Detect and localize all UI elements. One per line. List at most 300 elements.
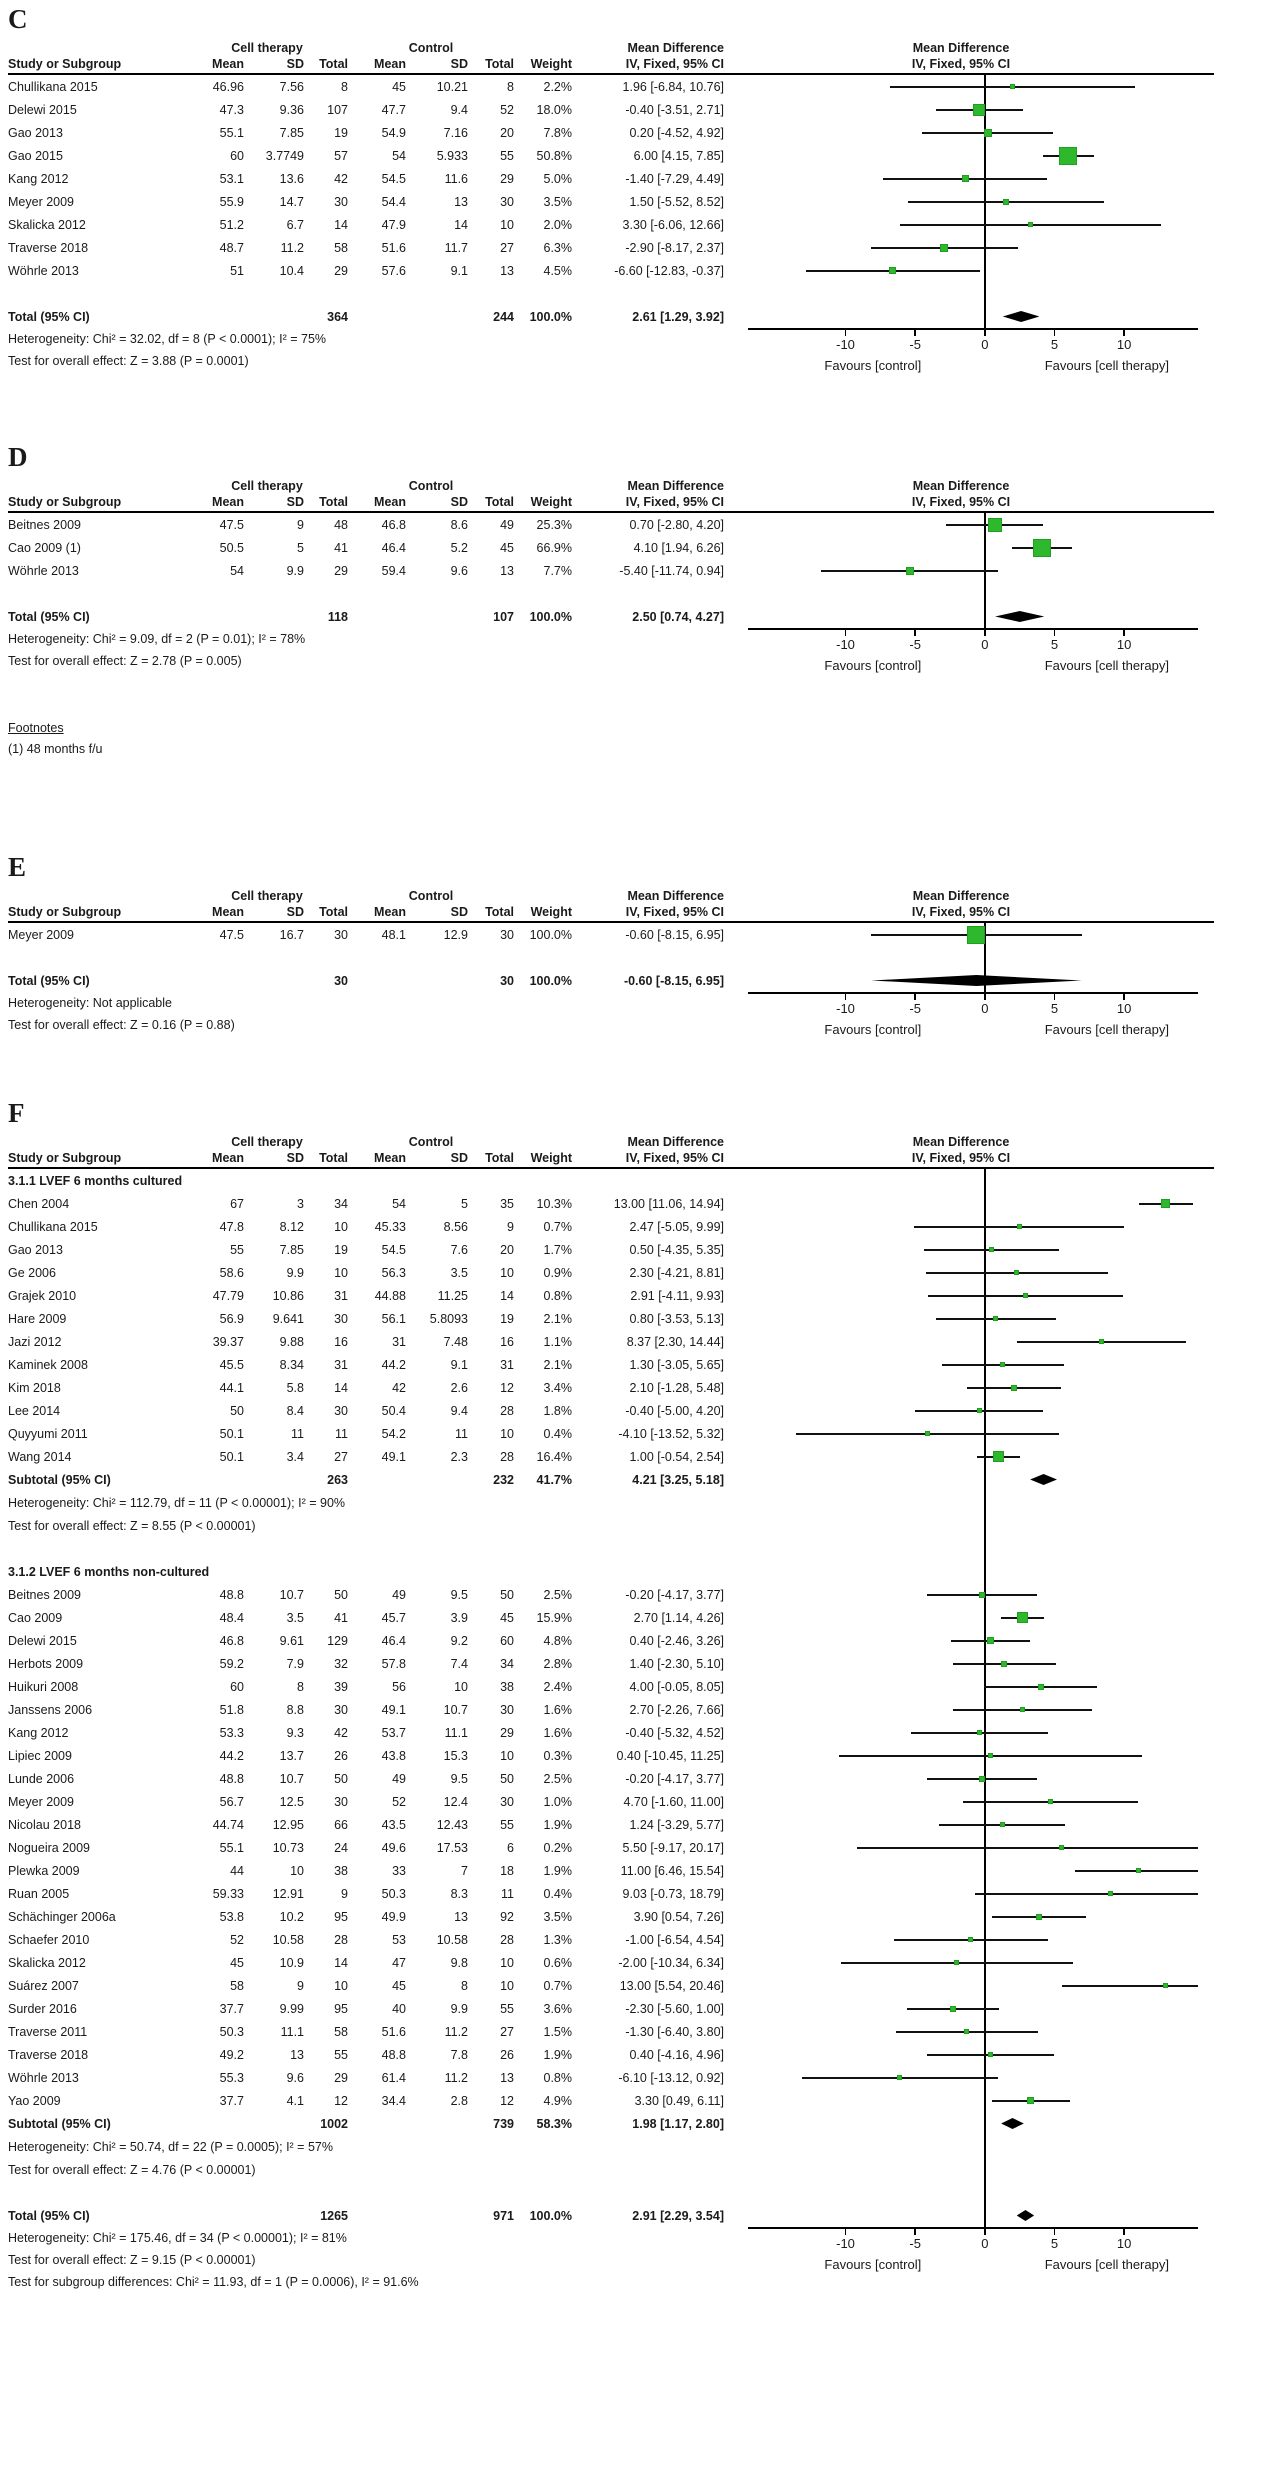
sd-2: 9.2: [450, 1633, 468, 1648]
total-1: 16: [334, 1334, 348, 1349]
mean-1: 52: [230, 1932, 244, 1947]
sd-2: 5.933: [436, 148, 468, 163]
study-name: Traverse 2018: [8, 2047, 89, 2062]
mean-2: 56.3: [381, 1265, 406, 1280]
study-row: [8, 2066, 1214, 2089]
ci-text: -0.40 [-5.00, 4.20]: [625, 1403, 724, 1418]
total-2: 45: [500, 540, 514, 555]
sd-2: 5: [461, 1196, 468, 1211]
study-name: Total (95% CI): [8, 609, 90, 624]
stat-note-line: Test for overall effect: Z = 2.78 (P = 0.005): [8, 654, 242, 668]
weight: 0.2%: [543, 1840, 572, 1855]
study-row: [8, 144, 1214, 167]
weight: 7.7%: [543, 563, 572, 578]
effect-marker: [1001, 1363, 1004, 1366]
study-name: Skalicka 2012: [8, 1955, 86, 1970]
mean-2: 49: [392, 1771, 406, 1786]
study-row: [8, 513, 1214, 536]
mean-1: 45.5: [219, 1357, 244, 1372]
weight: 3.5%: [543, 194, 572, 209]
spacer-row: [8, 282, 1214, 305]
total-2: 13: [500, 563, 514, 578]
study-name: Chen 2004: [8, 1196, 70, 1211]
axis-tick: [914, 628, 916, 636]
forest-plot-slice: [724, 946, 1198, 969]
study-name: Grajek 2010: [8, 1288, 77, 1303]
weight: 0.9%: [543, 1265, 572, 1280]
mean-1: 58.6: [219, 1265, 244, 1280]
effect-marker: [1029, 223, 1032, 226]
ci-whisker: [857, 1847, 1198, 1849]
sd-2: 11.25: [437, 1288, 468, 1303]
study-name: Wöhrle 2013: [8, 263, 79, 278]
forest-plot-slice: [724, 2135, 1198, 2158]
study-row: [8, 1629, 1214, 1652]
effect-marker: [994, 1452, 1003, 1461]
mean-2: 49: [392, 1587, 406, 1602]
column-header-row: [8, 904, 1214, 920]
group-header-row: [8, 40, 1214, 56]
ci-text: -1.00 [-6.54, 4.54]: [625, 1932, 724, 1947]
sd-2: 7.48: [443, 1334, 468, 1349]
weight: 41.7%: [536, 1472, 572, 1487]
ci-text: -6.10 [-13.12, 0.92]: [618, 2070, 724, 2085]
mean-1: 59.33: [212, 1886, 244, 1901]
study-name: Cao 2009: [8, 1610, 63, 1625]
sd-1: 7.85: [279, 125, 304, 140]
sd-1: 9.641: [272, 1311, 304, 1326]
total-1: 29: [334, 2070, 348, 2085]
mean-2: 34.4: [381, 2093, 406, 2108]
sd-2: 7.8: [450, 2047, 468, 2062]
study-name: Yao 2009: [8, 2093, 61, 2108]
weight: 6.3%: [543, 240, 572, 255]
total-1: 27: [334, 1449, 348, 1464]
forest-plot-slice: [724, 1422, 1198, 1445]
study-row: [8, 1215, 1214, 1238]
ci-text: 1.50 [-5.52, 8.52]: [629, 194, 724, 209]
panel-letter: D: [8, 442, 28, 472]
col-sd-2: SD: [450, 57, 468, 71]
ci-text: 0.40 [-2.46, 3.26]: [629, 1633, 724, 1648]
ci-text: 13.00 [11.06, 14.94]: [613, 1196, 724, 1211]
pooled-diamond: [995, 611, 1044, 622]
weight: 58.3%: [536, 2116, 572, 2131]
axis: [724, 992, 1198, 1056]
axis-tick: [984, 628, 986, 636]
sd-1: 9.9: [286, 563, 304, 578]
effect-marker: [1021, 1708, 1024, 1711]
study-name: Kang 2012: [8, 1725, 69, 1740]
ci-text: 2.30 [-4.21, 8.81]: [629, 1265, 724, 1280]
effect-marker: [1002, 1662, 1006, 1666]
mean-1: 55: [230, 1242, 244, 1257]
panel-C: [8, 4, 1214, 392]
total-2: 45: [500, 1610, 514, 1625]
col-study: Study or Subgroup: [8, 905, 122, 919]
effect-marker: [988, 1638, 993, 1643]
mean-2: 57.8: [381, 1656, 406, 1671]
stat-note-line: Test for subgroup differences: Chi² = 11.93, df = 1 (P = 0.0006), I² = 91.6%: [8, 2275, 419, 2289]
forest-plot-slice: [724, 121, 1198, 144]
total-2: 14: [500, 1288, 514, 1303]
effect-marker: [978, 1409, 981, 1412]
col-study: Study or Subgroup: [8, 495, 122, 509]
sd-1: 8.34: [279, 1357, 304, 1372]
forest-plot-slice: [724, 1767, 1198, 1790]
note-row: [8, 2158, 1214, 2181]
axis-tick-label: 0: [981, 1001, 989, 1016]
mean-2: 50.3: [381, 1886, 406, 1901]
sd-1: 11: [291, 1426, 304, 1441]
study-row: [8, 1284, 1214, 1307]
study-row: [8, 1721, 1214, 1744]
axis-tick: [845, 992, 847, 1000]
total-1: 95: [334, 1909, 348, 1924]
forest-plot-slice: [724, 259, 1198, 282]
ci-text: 4.00 [-0.05, 8.05]: [629, 1679, 724, 1694]
column-header-row: [8, 1150, 1214, 1166]
effect-marker: [941, 245, 947, 251]
forest-plot-slice: [724, 1284, 1198, 1307]
total-2: 20: [500, 1242, 514, 1257]
col-sd-1: SD: [286, 57, 304, 71]
mean-2: 44.88: [374, 1288, 406, 1303]
mean-2: 53: [392, 1932, 406, 1947]
total-2: 10: [500, 1955, 514, 1970]
effect-marker: [994, 1317, 997, 1320]
mean-2: 44.2: [381, 1357, 406, 1372]
col-weight: Weight: [530, 905, 572, 919]
forest-plot-slice: [724, 1192, 1198, 1215]
ci-text: -0.60 [-8.15, 6.95]: [625, 927, 724, 942]
sd-2: 10: [454, 1679, 468, 1694]
mean-1: 47.5: [219, 927, 244, 942]
subgroup-header-row: [8, 1560, 1214, 1583]
weight: 16.4%: [536, 1449, 572, 1464]
forest-plot-slice: [724, 1445, 1198, 1468]
study-name: Wöhrle 2013: [8, 563, 79, 578]
total-2: 244: [493, 309, 514, 324]
stat-note-line: Test for overall effect: Z = 0.16 (P = 0.88): [8, 1018, 235, 1032]
panel-E: [8, 852, 1214, 1056]
study-row: [8, 1698, 1214, 1721]
stat-note: Test for overall effect: Z = 4.76 (P < 0.00001): [8, 2162, 256, 2177]
forest-plot-slice: [724, 144, 1198, 167]
effect-marker: [951, 2007, 955, 2011]
mean-2: 45.33: [374, 1219, 406, 1234]
study-name: Suárez 2007: [8, 1978, 79, 1993]
mean-1: 37.7: [219, 2001, 244, 2016]
zero-line: [984, 2181, 986, 2204]
ci-text: 1.30 [-3.05, 5.65]: [629, 1357, 724, 1372]
mean-1: 60: [230, 148, 244, 163]
study-name: Total (95% CI): [8, 2208, 90, 2223]
mean-2: 43.8: [381, 1748, 406, 1763]
mean-1: 50.1: [219, 1449, 244, 1464]
mean-1: 37.7: [219, 2093, 244, 2108]
mean-1: 51.2: [219, 217, 244, 232]
effect-marker: [1011, 85, 1014, 88]
study-name: Lunde 2006: [8, 1771, 75, 1786]
axis-tick: [845, 628, 847, 636]
study-name: Meyer 2009: [8, 1794, 75, 1809]
mean-1: 48.8: [219, 1771, 244, 1786]
ci-text: 2.91 [-4.11, 9.93]: [630, 1288, 724, 1303]
mean-1: 39.37: [212, 1334, 244, 1349]
axis-tick: [845, 2227, 847, 2235]
sd-2: 9.8: [450, 1955, 468, 1970]
sd-2: 11.6: [444, 171, 468, 186]
stat-notes: [8, 328, 724, 372]
axis-tick-label: 5: [1050, 637, 1059, 652]
col-weight: Weight: [530, 57, 572, 71]
total-2: 30: [500, 973, 514, 988]
study-name: Chullikana 2015: [8, 1219, 98, 1234]
weight: 1.9%: [543, 1817, 572, 1832]
axis: [724, 628, 1198, 692]
mean-2: 52: [392, 1794, 406, 1809]
sd-2: 11.2: [444, 2024, 468, 2039]
sd-2: 11.1: [444, 1725, 468, 1740]
sd-2: 7.6: [450, 1242, 468, 1257]
axis-tick: [845, 328, 847, 336]
sd-2: 11.7: [444, 240, 468, 255]
weight: 100.0%: [529, 973, 572, 988]
mean-1: 44.74: [212, 1817, 244, 1832]
zero-line: [984, 1514, 986, 1537]
forest-plot-slice: [724, 1721, 1198, 1744]
ci-text: 2.91 [2.29, 3.54]: [632, 2208, 724, 2223]
study-name: Lipiec 2009: [8, 1748, 72, 1763]
axis-tick-label: -5: [909, 337, 921, 352]
study-name: Jazi 2012: [8, 1334, 62, 1349]
mean-1: 49.2: [219, 2047, 244, 2062]
study-row: [8, 1790, 1214, 1813]
sd-1: 10.4: [279, 263, 304, 278]
total-2: 29: [500, 171, 514, 186]
group-header-cell-therapy: Cell therapy: [231, 479, 303, 493]
total-2: 12: [500, 2093, 514, 2108]
zero-line: [984, 1974, 986, 1997]
total-1: 1002: [320, 2116, 348, 2131]
weight: 0.4%: [543, 1886, 572, 1901]
ci-text: 3.90 [0.54, 7.26]: [633, 1909, 724, 1924]
subtotal-row: [8, 1468, 1214, 1491]
weight: 5.0%: [543, 171, 572, 186]
sd-2: 3.9: [450, 1610, 468, 1625]
mean-2: 59.4: [381, 563, 406, 578]
total-2: 30: [500, 194, 514, 209]
study-row: [8, 190, 1214, 213]
mean-1: 55.1: [219, 1840, 244, 1855]
forest-plot-slice: [724, 1491, 1198, 1514]
total-2: 55: [500, 2001, 514, 2016]
study-name: Subtotal (95% CI): [8, 2116, 111, 2131]
sd-2: 7: [461, 1863, 468, 1878]
forest-plot-slice: [724, 2158, 1198, 2181]
ci-text: -2.30 [-5.60, 1.00]: [625, 2001, 724, 2016]
study-row: [8, 1330, 1214, 1353]
study-name: Plewka 2009: [8, 1863, 80, 1878]
zero-line: [984, 2158, 986, 2181]
effect-marker: [1018, 1613, 1027, 1622]
study-row: [8, 167, 1214, 190]
total-row: [8, 2204, 1214, 2227]
total-2: 30: [500, 1794, 514, 1809]
weight: 15.9%: [536, 1610, 572, 1625]
total-1: 24: [334, 1840, 348, 1855]
study-name: Nogueira 2009: [8, 1840, 91, 1855]
total-row: [8, 969, 1214, 992]
axis-tick-label: -10: [836, 637, 855, 652]
ci-text: -4.10 [-13.52, 5.32]: [618, 1426, 724, 1441]
group-header-row: [8, 478, 1214, 494]
study-name: Subtotal (95% CI): [8, 1472, 111, 1487]
sd-1: 9.99: [279, 2001, 304, 2016]
effect-marker: [1004, 200, 1008, 204]
panel-footer: [8, 992, 1214, 1056]
axis-line: [748, 992, 1198, 994]
note-row: [8, 1514, 1214, 1537]
sd-2: 9.4: [450, 102, 468, 117]
forest-plot-slice: [724, 1353, 1198, 1376]
weight: 0.3%: [543, 1748, 572, 1763]
total-1: 55: [334, 2047, 348, 2062]
column-header-row: [8, 494, 1214, 510]
sd-1: 9.9: [286, 1265, 304, 1280]
sd-2: 2.8: [450, 2093, 468, 2108]
sd-2: 9.5: [450, 1771, 468, 1786]
total-2: 29: [500, 1725, 514, 1740]
study-row: [8, 1997, 1214, 2020]
zero-line: [984, 1192, 986, 1215]
weight: 100.0%: [529, 927, 572, 942]
study-row: [8, 1882, 1214, 1905]
mean-1: 54: [230, 563, 244, 578]
ci-text: 0.70 [-2.80, 4.20]: [629, 517, 724, 532]
study-row: [8, 1859, 1214, 1882]
mean-2: 56.1: [381, 1311, 406, 1326]
subgroup-title: 3.1.1 LVEF 6 months cultured: [8, 1173, 183, 1188]
study-row: [8, 1192, 1214, 1215]
sd-1: 12.91: [272, 1886, 304, 1901]
mean-2: 40: [392, 2001, 406, 2016]
forest-plot-slice: [724, 1951, 1198, 1974]
mean-1: 53.8: [219, 1909, 244, 1924]
sd-1: 3.4: [286, 1449, 304, 1464]
study-name: Ge 2006: [8, 1265, 56, 1280]
ci-text: 3.30 [0.49, 6.11]: [634, 2093, 724, 2108]
forest-plot-slice: [724, 1744, 1198, 1767]
forest-plot-slice: [724, 98, 1198, 121]
sd-1: 3.5: [286, 1610, 304, 1625]
total-1: 29: [334, 263, 348, 278]
study-name: Delewi 2015: [8, 1633, 77, 1648]
study-name: Total (95% CI): [8, 309, 90, 324]
axis-tick-label: 5: [1050, 1001, 1059, 1016]
mean-2: 54.5: [381, 1242, 406, 1257]
group-header-cell-therapy: Cell therapy: [231, 889, 303, 903]
effect-marker: [1162, 1200, 1169, 1207]
effect-marker: [1100, 1340, 1103, 1343]
total-2: 13: [500, 263, 514, 278]
axis-tick-label: 10: [1116, 2236, 1132, 2251]
weight: 1.8%: [543, 1403, 572, 1418]
mean-2: 31: [392, 1334, 406, 1349]
axis-line: [748, 628, 1198, 630]
sd-1: 4.1: [286, 2093, 304, 2108]
study-row: [8, 1951, 1214, 1974]
stat-note-line: Heterogeneity: Chi² = 9.09, df = 2 (P = 0.01); I² = 78%: [8, 632, 306, 646]
plot-header-ci: IV, Fixed, 95% CI: [911, 495, 1011, 509]
study-row: [8, 923, 1214, 946]
sd-2: 17.53: [436, 1840, 468, 1855]
ci-text: -0.20 [-4.17, 3.77]: [625, 1771, 724, 1786]
weight: 7.8%: [543, 125, 572, 140]
effect-marker: [989, 2053, 992, 2056]
study-row: [8, 259, 1214, 282]
sd-1: 10.2: [279, 1909, 304, 1924]
effect-marker: [969, 1938, 972, 1941]
axis-tick-label: -5: [909, 2236, 921, 2251]
forest-plot-slice: [724, 1928, 1198, 1951]
study-name: Total (95% CI): [8, 973, 90, 988]
total-2: 6: [507, 1840, 514, 1855]
ci-whisker: [975, 1893, 1198, 1895]
sd-1: 8.4: [286, 1403, 304, 1418]
axis-tick-label: 0: [981, 337, 989, 352]
study-name: Traverse 2011: [8, 2024, 88, 2039]
zero-line: [984, 2112, 986, 2135]
total-1: 32: [334, 1656, 348, 1671]
total-1: 48: [334, 517, 348, 532]
total-2: 30: [500, 927, 514, 942]
total-1: 58: [334, 240, 348, 255]
ci-text: -2.00 [-10.34, 6.34]: [618, 1955, 724, 1970]
sd-1: 3: [297, 1196, 304, 1211]
zero-line: [984, 1606, 986, 1629]
col-total-2: Total: [485, 495, 514, 509]
total-1: 30: [334, 194, 348, 209]
mean-2: 46.4: [381, 540, 406, 555]
total-2: 19: [500, 1311, 514, 1326]
mean-1: 56.9: [219, 1311, 244, 1326]
forest-plot-slice: [724, 513, 1198, 536]
forest-plot-slice: [724, 1399, 1198, 1422]
axis-tick: [1054, 2227, 1056, 2235]
ci-text: -1.40 [-7.29, 4.49]: [625, 171, 724, 186]
mean-2: 47.9: [381, 217, 406, 232]
total-2: 28: [500, 1403, 514, 1418]
plot-header-mean-difference: Mean Difference: [912, 889, 1010, 903]
study-name: Surder 2016: [8, 2001, 77, 2016]
forest-plot-slice: [724, 2112, 1198, 2135]
forest-plot-slice: [724, 1606, 1198, 1629]
zero-line: [984, 305, 986, 328]
mean-2: 49.9: [381, 1909, 406, 1924]
effect-marker: [989, 519, 1001, 531]
spacer-row: [8, 582, 1214, 605]
col-total-2: Total: [485, 57, 514, 71]
mean-1: 59.2: [219, 1656, 244, 1671]
col-total-1: Total: [319, 495, 348, 509]
mean-1: 50.1: [219, 1426, 244, 1441]
forest-plot-slice: [724, 2089, 1198, 2112]
effect-marker: [1015, 1271, 1018, 1274]
axis-tick-label: -5: [909, 637, 921, 652]
study-row: [8, 1399, 1214, 1422]
